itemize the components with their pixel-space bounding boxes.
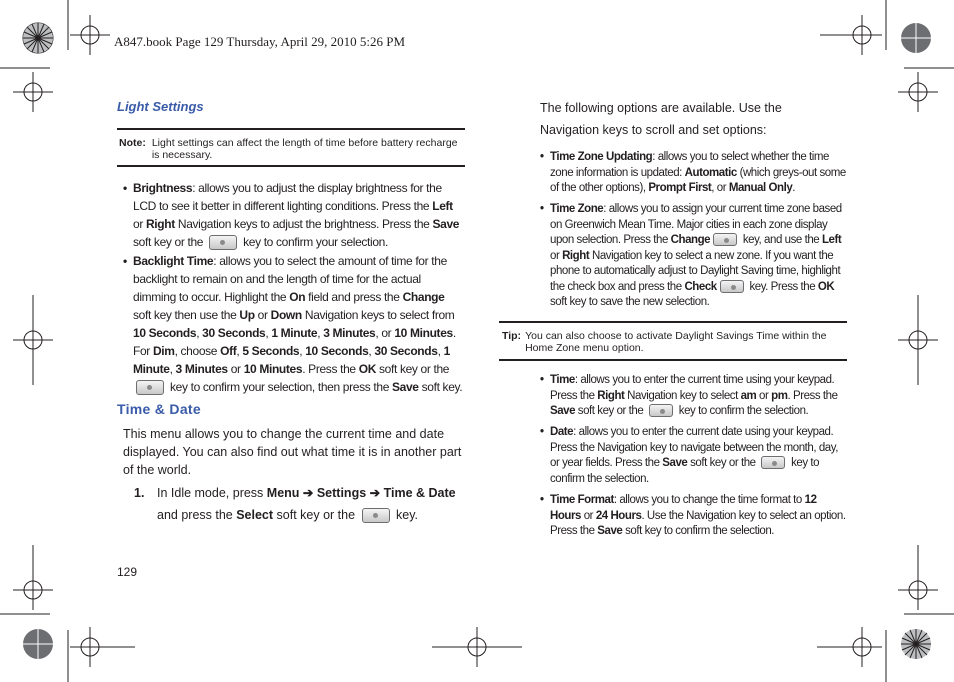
tip-block (502, 330, 846, 354)
note-text: Light settings can affect the length of time before battery recharge is necessary. (151, 137, 458, 161)
ok-key-icon (209, 235, 237, 250)
note-bottom-rule (117, 165, 465, 167)
bullet: • (540, 426, 544, 438)
time-zone-updating-item: • Time Zone Updating: allows you to select whether the time zone information is updated: Automatic (which greys-out some of the other options), Prompt First, or Manual Only. (540, 151, 846, 194)
ok-key-icon (362, 508, 390, 523)
book-header: A847.book Page 129 Thursday, April 29, 2010 5:26 PM (114, 34, 406, 49)
time-date-intro: This menu allows you to change the current time and date displayed. You can also find out what time it is in another part of the world. (123, 427, 462, 477)
note-block (119, 137, 463, 161)
light-settings-heading: Light Settings (117, 99, 204, 114)
bullet: • (540, 494, 544, 506)
bullet: • (540, 151, 544, 163)
time-item: • Time: allows you to enter the current time using your keypad. Press the Right Navigation key to select am or pm. Press the Save soft key or the key to confirm the selection. (540, 374, 838, 417)
ok-key-icon (720, 280, 744, 293)
tip-text: You can also choose to activate Daylight Savings Time within the Home Zone menu option. (525, 330, 827, 354)
backlight-item: • Backlight Time: allows you to select the amount of time for the backlight to remain on and the length of time for the actual dimming to occur. Highlight the On field and press the Change soft key then use the Up or Down Navigation keys to select from 10 Seconds, 30 Seconds, 1 Minute, 3 Minutes, or 10 Minutes. For Dim, choose Off, 5 Seconds, 10 Seconds, 30 Seconds, 1 Minute, 3 Minutes or 10 Minutes. Press the OK soft key or the key to confirm your selection, then press the Save soft key. (123, 254, 463, 394)
ok-key-icon (713, 233, 737, 246)
time-zone-item: • Time Zone: allows you to assign your current time zone based on Greenwich Mean Time. Major cities in each zone display upon selection. Press the Change key, and use the Left or Right Navigation key to select a new zone. If you want the phone to automatically adjust to Daylight Saving time, highlight the check box and press the Check key. Press the OK soft key to save the new selection. (540, 203, 842, 308)
brightness-item: • Brightness: allows you to adjust the display brightness for the LCD to see it better in different lighting conditions. Press the Left or Right Navigation keys to adjust the brightness. Press the Save soft key or the key to confirm your selection. (123, 181, 460, 249)
bullet: • (540, 374, 544, 386)
ok-key-icon (136, 380, 164, 395)
bullet: • (540, 203, 544, 215)
note-label: Note: (119, 137, 146, 149)
page-number: 129 (117, 565, 138, 579)
tip-label: Tip: (502, 330, 522, 342)
step-1: 1. In Idle mode, press Menu ➔ Settings ➔ Time & Date and press the Select soft key or the key. (157, 482, 465, 526)
ok-key-icon (649, 404, 673, 417)
bullet: • (123, 181, 127, 195)
date-item: • Date: allows you to enter the current date using your keypad. Press the Navigation key to navigate between the month, day, or year fields. Press the Save soft key or the key to confirm the selection. (540, 426, 838, 485)
note-top-rule (117, 128, 465, 130)
bullet: • (123, 254, 127, 268)
time-format-item: • Time Format: allows you to change the time format to 12 Hours or 24 Hours. Use the Navigation key to select an option. Press the Save soft key to confirm the selection. (540, 494, 846, 537)
options-intro: The following options are available. Use the Navigation keys to scroll and set options: (540, 101, 782, 137)
tip-top-rule (499, 321, 847, 323)
tip-bottom-rule (499, 359, 847, 361)
ok-key-icon (761, 456, 785, 469)
step-number: 1. (134, 486, 145, 500)
time-date-heading: Time & Date (117, 401, 201, 417)
